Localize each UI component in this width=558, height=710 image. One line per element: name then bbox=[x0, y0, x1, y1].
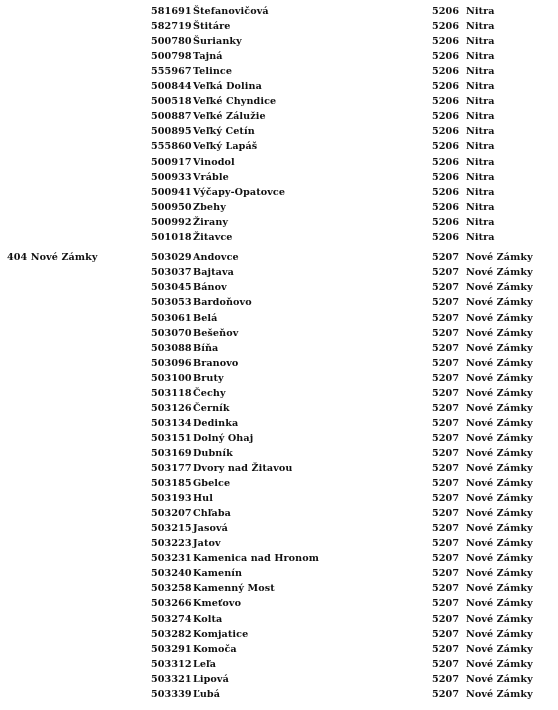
table-row bbox=[0, 155, 558, 170]
municipality-name: Kamenín bbox=[193, 568, 243, 580]
district-code: 5207 bbox=[432, 402, 460, 414]
municipality-name: Kmeťovo bbox=[193, 598, 242, 610]
district-name: Nitra bbox=[466, 81, 495, 93]
district-heading: 404 Nové Zámky bbox=[7, 252, 98, 264]
district-name: Nitra bbox=[466, 21, 495, 33]
district-name: Nové Zámky bbox=[466, 312, 533, 324]
table-row bbox=[0, 386, 558, 401]
municipality-code: 503312 bbox=[151, 658, 192, 670]
municipality-name: Andovce bbox=[193, 252, 239, 264]
table-row bbox=[0, 687, 558, 702]
district-name: Nitra bbox=[466, 6, 495, 17]
district-code: 5206 bbox=[432, 81, 460, 93]
table-row bbox=[0, 536, 558, 551]
municipality-name: Dubník bbox=[193, 447, 233, 459]
district-name: Nové Zámky bbox=[466, 598, 533, 610]
municipality-name: Dolný Ohaj bbox=[193, 432, 254, 444]
district-code: 5207 bbox=[432, 463, 460, 474]
district-name: Nové Zámky bbox=[466, 658, 533, 670]
municipality-name: Chľaba bbox=[193, 508, 231, 520]
district-code: 5207 bbox=[432, 523, 460, 535]
district-code: 5206 bbox=[432, 141, 460, 153]
municipality-name: Štefanovičová bbox=[193, 6, 269, 17]
municipality-code: 555967 bbox=[151, 66, 192, 78]
table-row bbox=[0, 612, 558, 627]
table-row bbox=[0, 416, 558, 431]
district-name: Nové Zámky bbox=[466, 282, 533, 294]
district-name: Nové Zámky bbox=[466, 613, 533, 625]
district-name: Nové Zámky bbox=[466, 673, 533, 685]
municipality-code: 582719 bbox=[151, 21, 192, 33]
district-code: 5206 bbox=[432, 171, 460, 183]
municipality-name: Veľké Chyndice bbox=[193, 96, 277, 108]
table-row bbox=[0, 215, 558, 230]
municipality-code: 500518 bbox=[151, 96, 192, 108]
municipality-name: Ľubá bbox=[193, 688, 221, 700]
table-row bbox=[0, 672, 558, 687]
municipality-name: Zbehy bbox=[193, 201, 226, 213]
municipality-code: 503100 bbox=[151, 372, 192, 384]
table-row bbox=[0, 431, 558, 446]
district-name: Nové Zámky bbox=[466, 402, 533, 414]
municipality-name: Tajná bbox=[193, 51, 223, 63]
municipality-name: Telince bbox=[193, 66, 233, 78]
district-name: Nitra bbox=[466, 51, 495, 63]
district-name: Nitra bbox=[466, 156, 495, 168]
district-code: 5207 bbox=[432, 688, 460, 700]
district-code: 5207 bbox=[432, 357, 460, 369]
municipality-code: 503053 bbox=[151, 297, 192, 309]
district-name: Nové Zámky bbox=[466, 553, 533, 565]
table-row bbox=[0, 521, 558, 536]
district-code: 5207 bbox=[432, 583, 460, 595]
municipality-code: 503215 bbox=[151, 523, 192, 535]
table-row bbox=[0, 295, 558, 310]
district-code: 5207 bbox=[432, 628, 460, 640]
district-code: 5206 bbox=[432, 231, 460, 243]
district-name: Nové Zámky bbox=[466, 643, 533, 655]
table-row bbox=[0, 19, 558, 34]
table-row bbox=[0, 446, 558, 461]
table-row bbox=[0, 34, 558, 49]
municipality-code: 500950 bbox=[151, 201, 192, 213]
municipality-code: 500844 bbox=[151, 81, 192, 93]
municipality-name: Veľká Dolina bbox=[193, 81, 262, 93]
municipality-name: Lipová bbox=[193, 673, 229, 685]
municipality-name: Žitavce bbox=[193, 231, 233, 243]
district-name: Nové Zámky bbox=[466, 688, 533, 700]
district-name: Nové Zámky bbox=[466, 478, 533, 490]
municipality-name: Žirany bbox=[193, 216, 229, 228]
municipality-code: 500887 bbox=[151, 111, 192, 123]
municipality-name: Kolta bbox=[193, 613, 223, 625]
municipality-name: Branovo bbox=[193, 357, 239, 369]
municipality-name: Veľký Lapáš bbox=[193, 141, 258, 153]
district-name: Nitra bbox=[466, 231, 495, 243]
table-row bbox=[0, 461, 558, 476]
municipality-code: 503291 bbox=[151, 643, 192, 655]
municipality-code: 503118 bbox=[151, 387, 192, 399]
district-name: Nitra bbox=[466, 171, 495, 183]
district-code: 5206 bbox=[432, 96, 460, 108]
table-row bbox=[0, 326, 558, 341]
district-name: Nitra bbox=[466, 186, 495, 198]
municipality-name: Komjatice bbox=[193, 628, 249, 640]
municipality-name: Štitáre bbox=[193, 21, 231, 33]
table-row bbox=[0, 139, 558, 154]
district-code: 5206 bbox=[432, 126, 460, 138]
table-row bbox=[0, 596, 558, 611]
district-name: Nové Zámky bbox=[466, 523, 533, 535]
table-row bbox=[0, 356, 558, 371]
table-row bbox=[0, 64, 558, 79]
district-name: Nitra bbox=[466, 66, 495, 78]
district-code: 5207 bbox=[432, 553, 460, 565]
municipality-code: 503321 bbox=[151, 673, 192, 685]
municipality-code: 503223 bbox=[151, 538, 192, 550]
district-code: 5207 bbox=[432, 568, 460, 580]
municipality-code: 503045 bbox=[151, 282, 192, 294]
district-code: 5206 bbox=[432, 6, 460, 17]
district-name: Nové Zámky bbox=[466, 447, 533, 459]
district-name: Nové Zámky bbox=[466, 508, 533, 520]
district-name: Nové Zámky bbox=[466, 267, 533, 279]
table-row bbox=[0, 657, 558, 672]
municipality-name: Leľa bbox=[193, 658, 217, 670]
municipality-code: 503169 bbox=[151, 447, 192, 459]
district-code: 5207 bbox=[432, 658, 460, 670]
district-name: Nové Zámky bbox=[466, 463, 533, 474]
municipality-name: Kamenica nad Hronom bbox=[193, 553, 320, 565]
municipality-name: Bíňa bbox=[193, 342, 219, 354]
municipality-code: 503258 bbox=[151, 583, 192, 595]
district-name: Nové Zámky bbox=[466, 297, 533, 309]
municipality-name: Čechy bbox=[193, 387, 226, 399]
table-row bbox=[0, 627, 558, 642]
table-row bbox=[0, 566, 558, 581]
table-row bbox=[0, 79, 558, 94]
district-name: Nové Zámky bbox=[466, 568, 533, 580]
municipality-name: Šurianky bbox=[193, 36, 242, 48]
district-name: Nitra bbox=[466, 141, 495, 153]
table-row bbox=[0, 401, 558, 416]
municipality-name: Dedinka bbox=[193, 417, 239, 429]
district-code: 5207 bbox=[432, 297, 460, 309]
municipality-name: Hul bbox=[193, 493, 213, 505]
district-code: 5206 bbox=[432, 21, 460, 33]
municipality-code: 501018 bbox=[151, 231, 192, 243]
municipality-code: 500992 bbox=[151, 216, 192, 228]
district-code: 5207 bbox=[432, 267, 460, 279]
municipality-name: Jasová bbox=[193, 523, 228, 535]
district-name: Nové Zámky bbox=[466, 342, 533, 354]
table-row bbox=[0, 200, 558, 215]
district-name: Nové Zámky bbox=[466, 252, 533, 264]
municipality-code: 503231 bbox=[151, 553, 192, 565]
table-row bbox=[0, 491, 558, 506]
district-code: 5207 bbox=[432, 493, 460, 505]
municipality-name: Kamenný Most bbox=[193, 583, 275, 595]
district-name: Nitra bbox=[466, 96, 495, 108]
table-row bbox=[0, 581, 558, 596]
municipality-name: Bardoňovo bbox=[193, 297, 252, 309]
table-row bbox=[0, 94, 558, 109]
municipality-name: Bajtava bbox=[193, 267, 234, 279]
municipality-code: 500933 bbox=[151, 171, 192, 183]
municipality-code: 503282 bbox=[151, 628, 192, 640]
municipality-code: 503096 bbox=[151, 357, 192, 369]
district-code: 5207 bbox=[432, 342, 460, 354]
district-code: 5206 bbox=[432, 201, 460, 213]
municipality-code: 503193 bbox=[151, 493, 192, 505]
municipality-name: Veľký Cetín bbox=[193, 126, 255, 138]
table-row bbox=[0, 170, 558, 185]
district-code: 5207 bbox=[432, 372, 460, 384]
table-row bbox=[0, 280, 558, 295]
table-row bbox=[0, 476, 558, 491]
municipality-code: 503266 bbox=[151, 598, 192, 610]
municipality-code: 503029 bbox=[151, 252, 192, 264]
municipality-code: 503037 bbox=[151, 267, 192, 279]
municipality-code: 503177 bbox=[151, 463, 192, 474]
district-code: 5207 bbox=[432, 643, 460, 655]
municipality-name: Bešeňov bbox=[193, 327, 239, 339]
municipality-name: Černík bbox=[193, 402, 230, 414]
table-row bbox=[0, 230, 558, 245]
municipality-name: Bruty bbox=[193, 372, 224, 384]
municipality-name: Gbelce bbox=[193, 478, 231, 490]
table-row bbox=[0, 49, 558, 64]
table-row bbox=[0, 311, 558, 326]
district-code: 5207 bbox=[432, 417, 460, 429]
table-row bbox=[0, 642, 558, 657]
district-name: Nové Zámky bbox=[466, 628, 533, 640]
district-name: Nitra bbox=[466, 36, 495, 48]
district-code: 5207 bbox=[432, 432, 460, 444]
district-name: Nové Zámky bbox=[466, 327, 533, 339]
district-code: 5206 bbox=[432, 51, 460, 63]
table-row bbox=[0, 109, 558, 124]
municipality-code: 503339 bbox=[151, 688, 192, 700]
table-row bbox=[0, 265, 558, 280]
table-row bbox=[0, 124, 558, 139]
district-code: 5207 bbox=[432, 613, 460, 625]
district-code: 5207 bbox=[432, 312, 460, 324]
municipality-code: 503126 bbox=[151, 402, 192, 414]
municipality-code: 500780 bbox=[151, 36, 192, 48]
table-row bbox=[0, 371, 558, 386]
municipality-name: Dvory nad Žitavou bbox=[193, 463, 293, 474]
district-code: 5207 bbox=[432, 598, 460, 610]
municipality-name: Jatov bbox=[193, 538, 221, 550]
district-code: 5206 bbox=[432, 111, 460, 123]
table-row bbox=[0, 250, 558, 265]
municipality-code: 503185 bbox=[151, 478, 192, 490]
district-code: 5207 bbox=[432, 327, 460, 339]
district-code: 5206 bbox=[432, 156, 460, 168]
district-code: 5207 bbox=[432, 387, 460, 399]
table-row bbox=[0, 185, 558, 200]
municipality-code: 503274 bbox=[151, 613, 192, 625]
district-code: 5207 bbox=[432, 538, 460, 550]
district-name: Nové Zámky bbox=[466, 417, 533, 429]
municipality-name: Vráble bbox=[193, 171, 229, 183]
district-name: Nitra bbox=[466, 216, 495, 228]
municipality-code: 503151 bbox=[151, 432, 192, 444]
municipality-code: 555860 bbox=[151, 141, 192, 153]
district-name: Nové Zámky bbox=[466, 372, 533, 384]
municipality-code: 500941 bbox=[151, 186, 192, 198]
municipality-code: 503061 bbox=[151, 312, 192, 324]
district-code: 5206 bbox=[432, 36, 460, 48]
table-row bbox=[0, 341, 558, 356]
municipality-code: 500798 bbox=[151, 51, 192, 63]
district-name: Nové Zámky bbox=[466, 493, 533, 505]
district-code: 5207 bbox=[432, 252, 460, 264]
district-code: 5207 bbox=[432, 478, 460, 490]
municipality-code: 503088 bbox=[151, 342, 192, 354]
district-name: Nitra bbox=[466, 111, 495, 123]
municipality-code: 503070 bbox=[151, 327, 192, 339]
district-code: 5206 bbox=[432, 66, 460, 78]
district-name: Nové Zámky bbox=[466, 538, 533, 550]
district-name: Nitra bbox=[466, 201, 495, 213]
district-name: Nové Zámky bbox=[466, 583, 533, 595]
table-row bbox=[0, 4, 558, 19]
municipality-name: Komoča bbox=[193, 643, 237, 655]
municipality-name: Vinodol bbox=[193, 156, 235, 168]
district-name: Nové Zámky bbox=[466, 387, 533, 399]
municipality-name: Výčapy-Opatovce bbox=[193, 186, 286, 198]
table-row bbox=[0, 506, 558, 521]
municipality-name: Belá bbox=[193, 312, 218, 324]
district-code: 5206 bbox=[432, 216, 460, 228]
municipality-code: 581691 bbox=[151, 6, 192, 17]
district-name: Nové Zámky bbox=[466, 357, 533, 369]
district-code: 5207 bbox=[432, 282, 460, 294]
municipality-code: 500895 bbox=[151, 126, 192, 138]
municipality-code: 503207 bbox=[151, 508, 192, 520]
district-name: Nové Zámky bbox=[466, 432, 533, 444]
municipality-code: 500917 bbox=[151, 156, 192, 168]
district-code: 5207 bbox=[432, 673, 460, 685]
table-row bbox=[0, 551, 558, 566]
district-code: 5207 bbox=[432, 508, 460, 520]
municipality-code: 503134 bbox=[151, 417, 192, 429]
municipality-name: Veľké Zálužie bbox=[193, 111, 266, 123]
district-code: 5206 bbox=[432, 186, 460, 198]
municipality-name: Bánov bbox=[193, 282, 227, 294]
municipality-code: 503240 bbox=[151, 568, 192, 580]
district-name: Nitra bbox=[466, 126, 495, 138]
district-code: 5207 bbox=[432, 447, 460, 459]
